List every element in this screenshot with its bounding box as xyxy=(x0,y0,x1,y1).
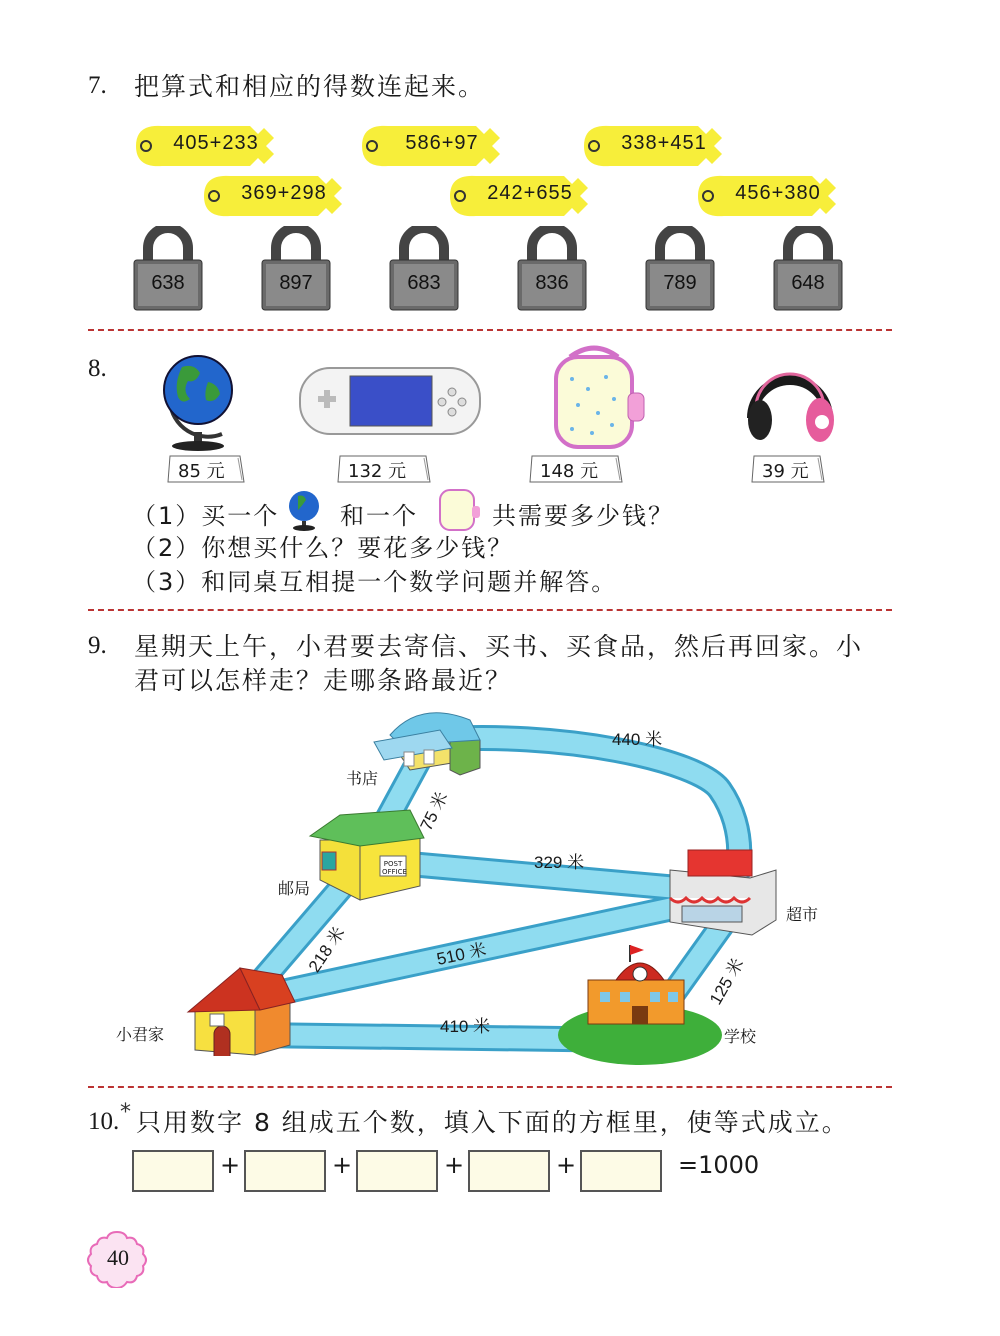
supermarket-label: 超市 xyxy=(786,905,819,924)
key-expression-text: 405+233 xyxy=(173,132,259,154)
key-expression-text: 586+97 xyxy=(405,132,479,154)
answer-box-2[interactable] xyxy=(244,1150,326,1192)
price-label: 39 元 xyxy=(762,461,809,482)
lock-number: 638 xyxy=(151,272,185,294)
equation-result: =1000 xyxy=(678,1151,760,1179)
distance-school-supermarket: 125 米 xyxy=(706,955,748,1008)
price-label: 148 元 xyxy=(540,461,599,482)
lock-number: 648 xyxy=(791,272,825,294)
question-10-number: 10. xyxy=(88,1108,120,1135)
lock-number: 789 xyxy=(663,272,697,294)
sub1-part-c: 共需要多少钱？ xyxy=(492,502,674,530)
question-9-line1: 星期天上午，小君要去寄信、买书、买食品，然后再回家。小 xyxy=(134,632,864,661)
school-label: 学校 xyxy=(724,1027,757,1046)
distance-post-supermarket: 329 米 xyxy=(534,853,585,872)
page-number: 40 xyxy=(107,1245,129,1270)
key-expression-text: 456+380 xyxy=(735,182,821,204)
question-8-sub3: （3）和同桌互相提一个数学问题并解答。 xyxy=(132,568,618,596)
price-label: 132 元 xyxy=(348,461,407,482)
distance-home-supermarket: 510 米 xyxy=(434,939,488,969)
plus-sign: + xyxy=(556,1151,577,1179)
answer-box-4[interactable] xyxy=(468,1150,550,1192)
distance-bookstore-supermarket: 440 米 xyxy=(612,730,663,749)
sub1-part-a: （1）买一个 xyxy=(132,502,280,530)
bookstore-building xyxy=(374,713,480,775)
plus-sign: + xyxy=(444,1151,465,1179)
distance-home-school: 410 米 xyxy=(440,1017,491,1036)
question-9-number: 9. xyxy=(88,632,107,659)
price-label: 85 元 xyxy=(178,461,225,482)
plus-sign: + xyxy=(332,1151,353,1179)
plus-sign: + xyxy=(220,1151,241,1179)
supermarket-building xyxy=(670,850,776,935)
post-office-sign: POST OFFICE xyxy=(382,860,407,876)
key-expression-text: 242+655 xyxy=(487,182,573,204)
question-10-text: 只用数字 8 组成五个数，填入下面的方框里，使等式成立。 xyxy=(136,1108,849,1137)
lock-number: 836 xyxy=(535,272,569,294)
bookstore-label: 书店 xyxy=(346,769,379,788)
question-10-star: * xyxy=(120,1100,131,1125)
home-building xyxy=(188,968,295,1056)
home-label: 小君家 xyxy=(116,1025,165,1044)
answer-box-3[interactable] xyxy=(356,1150,438,1192)
sub1-part-b: 和一个 xyxy=(340,502,418,530)
lock-number: 897 xyxy=(279,272,313,294)
question-7-text: 把算式和相应的得数连起来。 xyxy=(134,72,486,101)
question-8-sub2: （2）你想买什么？要花多少钱？ xyxy=(132,534,514,562)
key-expression-text: 338+451 xyxy=(621,132,707,154)
distance-bookstore-post: 75 米 xyxy=(416,788,452,834)
answer-box-1[interactable] xyxy=(132,1150,214,1192)
distance-post-home: 218 米 xyxy=(304,923,349,976)
post-office-label: 邮局 xyxy=(278,879,311,898)
lock-number: 683 xyxy=(407,272,441,294)
section-divider xyxy=(88,1086,892,1088)
question-7-number: 7. xyxy=(88,72,107,99)
key-expression-text: 369+298 xyxy=(241,182,327,204)
question-9-line2: 君可以怎样走？走哪条路最近？ xyxy=(134,666,513,695)
question-8-number: 8. xyxy=(88,355,107,382)
answer-box-5[interactable] xyxy=(580,1150,662,1192)
